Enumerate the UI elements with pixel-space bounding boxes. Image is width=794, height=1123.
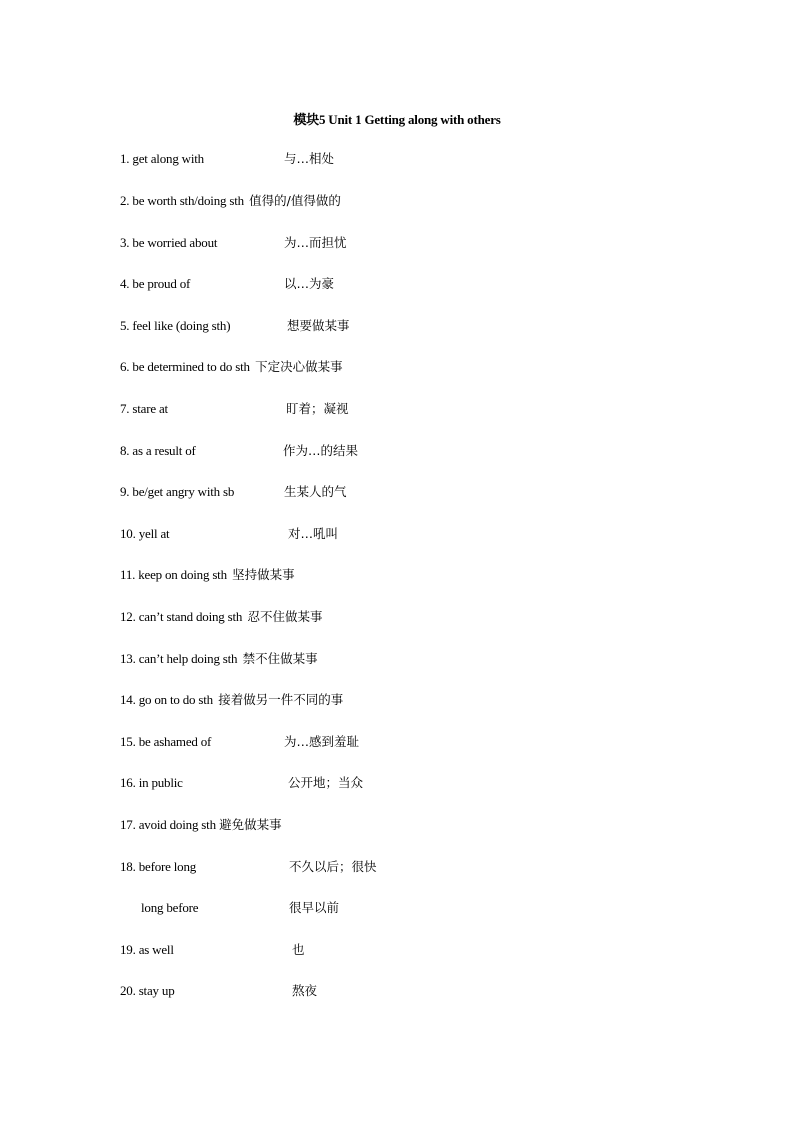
vocab-english: 10. yell at (120, 526, 170, 541)
vocab-item (120, 234, 347, 252)
vocab-item (120, 774, 364, 792)
page-title: 模块5 Unit 1 Getting along with others (293, 112, 501, 127)
vocab-chinese: 对…吼叫 (288, 526, 339, 541)
vocab-english: 8. as a result of (120, 443, 196, 458)
vocab-item (120, 150, 335, 168)
vocab-english: 20. stay up (120, 983, 175, 998)
vocab-chinese: 为…感到羞耻 (284, 734, 360, 749)
vocab-item (141, 899, 340, 917)
vocab-english: 5. feel like (doing sth) (120, 318, 231, 333)
vocab-item (120, 442, 359, 460)
vocab-english: 15. be ashamed of (120, 734, 212, 749)
vocab-chinese: 公开地；当众 (288, 775, 364, 790)
vocab-item (120, 566, 295, 584)
vocab-chinese: 为…而担忧 (284, 235, 347, 250)
vocab-item (120, 858, 377, 876)
vocab-item (120, 317, 350, 335)
vocab-item (120, 650, 318, 668)
vocab-chinese: 坚持做某事 (232, 567, 295, 582)
vocab-chinese: 值得的/值得做的 (249, 193, 341, 208)
vocab-english: 11. keep on doing sth (120, 567, 227, 582)
vocab-english: 3. be worried about (120, 235, 218, 250)
vocab-chinese: 生某人的气 (284, 484, 347, 499)
vocab-chinese: 以…为豪 (284, 276, 335, 291)
vocab-item (120, 982, 318, 1000)
vocab-english: 6. be determined to do sth (120, 359, 250, 374)
vocab-chinese: 熬夜 (292, 983, 318, 998)
vocab-item (120, 275, 335, 293)
vocab-chinese: 下定决心做某事 (255, 359, 343, 374)
vocab-item (120, 733, 360, 751)
vocab-item (120, 608, 323, 626)
vocab-chinese: 接着做另一件不同的事 (218, 692, 344, 707)
vocab-english: 2. be worth sth/doing sth (120, 193, 244, 208)
vocab-english: 13. can’t help doing sth (120, 651, 238, 666)
vocab-english: 7. stare at (120, 401, 168, 416)
vocab-item (120, 525, 339, 543)
vocab-item (120, 400, 349, 418)
vocab-english: 16. in public (120, 775, 183, 790)
vocab-chinese: 作为…的结果 (283, 443, 359, 458)
vocab-chinese: 禁不住做某事 (242, 651, 318, 666)
vocab-english: 9. be/get angry with sb (120, 484, 235, 499)
vocab-english: 1. get along with (120, 151, 204, 166)
vocab-chinese: 也 (292, 942, 305, 957)
vocab-chinese: 避免做某事 (219, 817, 282, 832)
vocab-chinese: 盯着；凝视 (286, 401, 349, 416)
vocab-chinese: 很早以前 (289, 900, 340, 915)
vocab-english: 18. before long (120, 859, 197, 874)
vocab-english: 14. go on to do sth (120, 692, 213, 707)
vocab-chinese: 不久以后；很快 (289, 859, 377, 874)
vocab-item (120, 483, 347, 501)
vocab-english: 12. can’t stand doing sth (120, 609, 243, 624)
vocab-english: 4. be proud of (120, 276, 191, 291)
vocab-chinese: 忍不住做某事 (247, 609, 323, 624)
vocab-english: 19. as well (120, 942, 174, 957)
vocab-item (120, 816, 282, 834)
vocab-chinese: 与…相处 (284, 151, 335, 166)
vocab-chinese: 想要做某事 (287, 318, 350, 333)
vocab-item (120, 941, 305, 959)
vocab-english: 17. avoid doing sth (120, 817, 216, 832)
vocab-english: long before (141, 900, 199, 915)
vocab-item (120, 192, 341, 210)
vocab-item (120, 358, 343, 376)
vocab-item (120, 691, 343, 709)
